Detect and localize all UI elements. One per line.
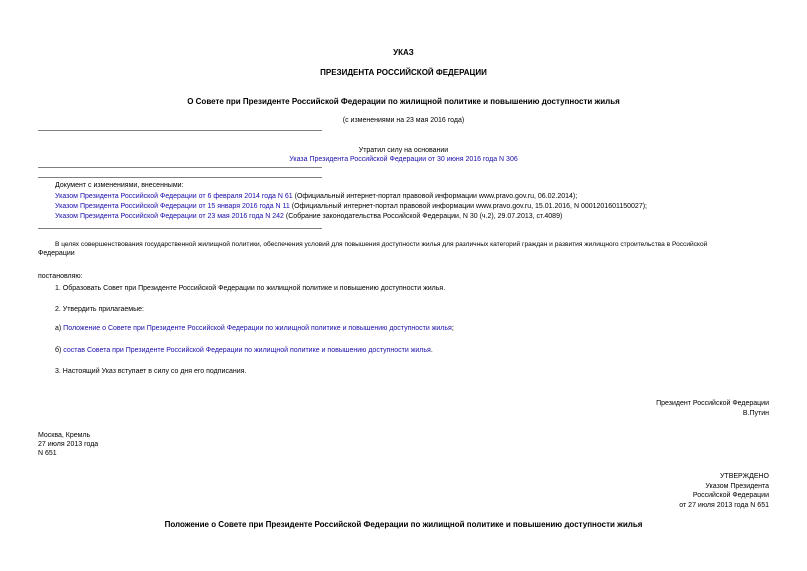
change-item-1-link[interactable]: Указом Президента Российской Федерации от 6 февраля 2014 года N 61 bbox=[55, 193, 293, 200]
change-item-3-source: (Собрание законодательства Российской Федерации, N 30 (ч.2), 29.07.2013, ст.4089) bbox=[283, 213, 563, 220]
approved-country: Российской Федерации bbox=[692, 492, 769, 499]
amendment-note: (с изменениями на 23 мая 2016 года) bbox=[342, 117, 465, 124]
item-1: 1. Образовать Совет при Президенте Российской Федерации по жилищной политике и повышению доступности жилья. bbox=[55, 285, 446, 292]
item-2b-link[interactable]: состав Совета при Президенте Российской Федерации по жилищной политике и повышению доступности жилья bbox=[63, 347, 431, 354]
item-2a-link[interactable]: Положение о Совете при Президенте Российской Федерации по жилищной политике и повышению доступности жилья bbox=[63, 325, 452, 332]
divider bbox=[38, 177, 322, 178]
change-item-1 bbox=[55, 192, 577, 201]
item-3: 3. Настоящий Указ вступает в силу со дня его подписания. bbox=[55, 368, 247, 375]
place: Москва, Кремль bbox=[38, 432, 91, 439]
approved-by: Указом Президента bbox=[705, 483, 769, 490]
item-2b bbox=[55, 346, 433, 355]
preamble-line-1: В целях совершенствования государственной жилищной политики, обеспечения условий для повышения доступности жилья для различных категорий граждан и развития жилищного строительства в Российской bbox=[55, 241, 708, 248]
divider bbox=[38, 130, 322, 131]
doc-title: УКАЗ bbox=[393, 48, 414, 57]
doc-subtitle: ПРЕЗИДЕНТА РОССИЙСКОЙ ФЕДЕРАЦИИ bbox=[320, 68, 487, 77]
decree-word: постановляю: bbox=[38, 273, 83, 280]
change-item-3-link[interactable]: Указом Президента Российской Федерации от 23 мая 2016 года N 242 bbox=[55, 213, 284, 220]
doc-name: О Совете при Президенте Российской Федерации по жилищной политике и повышению доступности жилья bbox=[187, 97, 620, 106]
item-2b-suffix: . bbox=[430, 347, 433, 354]
approved-date: от 27 июля 2013 года N 651 bbox=[679, 502, 769, 509]
change-item-3 bbox=[55, 212, 562, 221]
change-item-1-source: (Официальный интернет-портал правовой информации www.pravo.gov.ru, 06.02.2014); bbox=[292, 193, 578, 200]
signature-position: Президент Российской Федерации bbox=[656, 400, 769, 407]
approved-label: УТВЕРЖДЕНО bbox=[719, 473, 769, 480]
divider bbox=[38, 167, 322, 168]
signature-name: В.Путин bbox=[742, 410, 769, 417]
regulation-title: Положение о Совете при Президенте Российской Федерации по жилищной политике и повышению доступности жилья bbox=[164, 520, 643, 529]
item-2: 2. Утвердить прилагаемые: bbox=[55, 306, 144, 313]
decree-number: N 651 bbox=[38, 450, 57, 457]
change-item-2-source: (Официальный интернет-портал правовой информации www.pravo.gov.ru, 15.01.2016, N 0001201601150027); bbox=[289, 203, 647, 210]
date: 27 июля 2013 года bbox=[38, 441, 99, 448]
lost-force-link[interactable]: Указа Президента Российской Федерации от 30 июня 2016 года N 306 bbox=[289, 156, 518, 163]
item-2a-prefix: а) bbox=[55, 325, 64, 332]
changes-intro: Документ с изменениями, внесенными: bbox=[55, 182, 184, 189]
item-2b-prefix: б) bbox=[55, 347, 64, 354]
change-item-2 bbox=[55, 202, 647, 211]
divider bbox=[38, 228, 322, 229]
item-2a-suffix: ; bbox=[451, 325, 454, 332]
item-2a bbox=[55, 324, 454, 333]
lost-force-text: Утратил силу на основании bbox=[358, 147, 449, 154]
change-item-2-link[interactable]: Указом Президента Российской Федерации от 15 января 2016 года N 11 bbox=[55, 203, 290, 210]
preamble-line-2: Федерации bbox=[38, 250, 75, 257]
